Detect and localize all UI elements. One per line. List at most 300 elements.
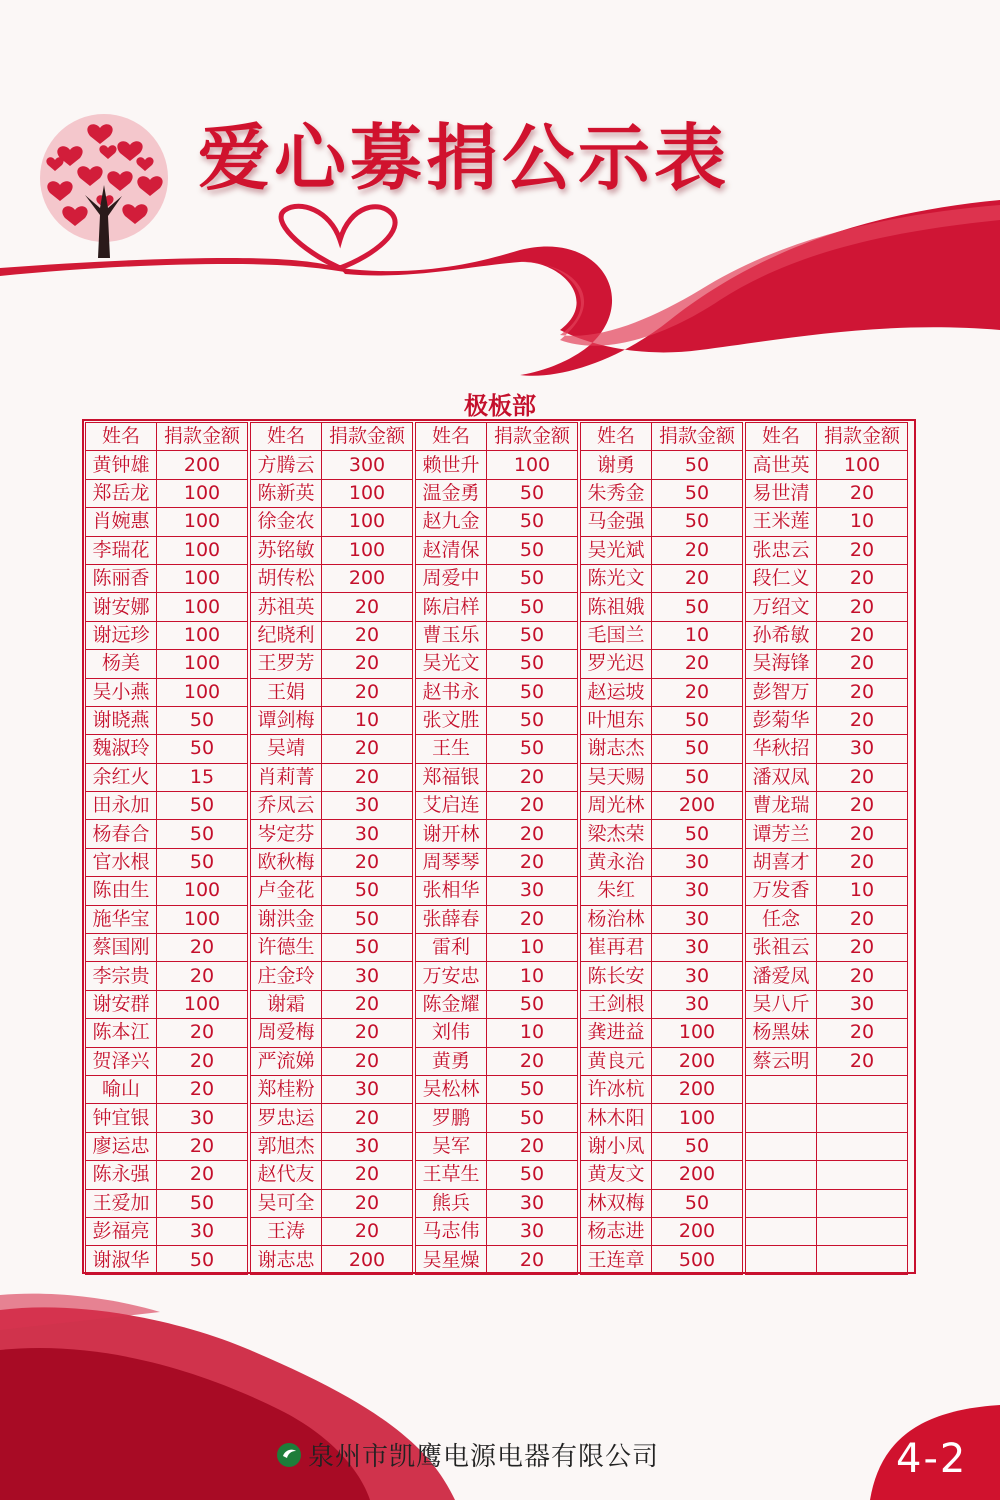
company-logo-icon (276, 1442, 302, 1468)
donation-amount: 50 (487, 593, 578, 621)
donor-name: 郑福银 (416, 763, 487, 791)
donor-name: 潘双凤 (746, 763, 817, 791)
donor-name: 毛国兰 (581, 621, 652, 649)
donor-name: 周爱中 (416, 564, 487, 592)
donation-amount: 50 (487, 990, 578, 1018)
table-row (251, 1075, 413, 1103)
header-name: 姓名 (416, 423, 487, 451)
donor-name: 庄金玲 (251, 962, 322, 990)
donation-amount: 30 (652, 962, 743, 990)
table-row (251, 792, 413, 820)
donor-name: 纪晓利 (251, 621, 322, 649)
table-row (581, 1132, 743, 1160)
header-name: 姓名 (746, 423, 817, 451)
donation-amount: 100 (322, 536, 413, 564)
table-row (86, 934, 248, 962)
donor-name: 彭智万 (746, 678, 817, 706)
donation-amount: 30 (157, 1104, 248, 1132)
donor-name: 曹龙瑞 (746, 792, 817, 820)
donor-name (746, 1189, 817, 1217)
donation-amount: 20 (322, 1161, 413, 1189)
donation-amount: 20 (817, 706, 908, 734)
table-row (581, 735, 743, 763)
donation-amount: 100 (652, 1104, 743, 1132)
donor-name: 陈长安 (581, 962, 652, 990)
donation-amount: 20 (322, 621, 413, 649)
donation-amount: 20 (817, 934, 908, 962)
donor-name: 任念 (746, 905, 817, 933)
donor-name: 蔡云明 (746, 1047, 817, 1075)
donation-amount: 50 (487, 678, 578, 706)
donor-name: 吴海锋 (746, 650, 817, 678)
donor-name: 万发香 (746, 877, 817, 905)
table-row (581, 706, 743, 734)
table-row (416, 678, 578, 706)
table-row (86, 820, 248, 848)
table-row (746, 1246, 908, 1274)
donation-amount: 100 (157, 479, 248, 507)
donor-name: 谢志杰 (581, 735, 652, 763)
donor-name: 谢晓燕 (86, 706, 157, 734)
donation-amount: 50 (157, 1189, 248, 1217)
table-row (416, 1075, 578, 1103)
donation-amount: 100 (157, 593, 248, 621)
table-row (416, 735, 578, 763)
donation-amount: 20 (322, 650, 413, 678)
page-number-badge (860, 1400, 1000, 1500)
donor-name: 林木阳 (581, 1104, 652, 1132)
donation-amount: 20 (817, 792, 908, 820)
table-row (251, 1246, 413, 1274)
table-row (746, 621, 908, 649)
donor-name: 王米莲 (746, 508, 817, 536)
donation-amount: 100 (157, 536, 248, 564)
table-row (746, 820, 908, 848)
donation-amount: 20 (487, 905, 578, 933)
donor-name: 周琴琴 (416, 848, 487, 876)
table-row (416, 593, 578, 621)
table-row (86, 990, 248, 1018)
donor-name: 黄良元 (581, 1047, 652, 1075)
header-amount: 捐款金额 (487, 423, 578, 451)
table-row (251, 905, 413, 933)
donation-amount: 100 (157, 905, 248, 933)
table-row (86, 706, 248, 734)
donation-amount: 100 (322, 508, 413, 536)
donor-name: 李宗贵 (86, 962, 157, 990)
donor-name: 赵代友 (251, 1161, 322, 1189)
donation-amount (817, 1104, 908, 1132)
donor-name: 高世英 (746, 451, 817, 479)
donation-amount: 20 (322, 593, 413, 621)
table-row (581, 990, 743, 1018)
table-row (251, 990, 413, 1018)
table-row (581, 962, 743, 990)
donation-amount: 30 (322, 792, 413, 820)
donor-name: 朱红 (581, 877, 652, 905)
donation-amount: 20 (817, 621, 908, 649)
donor-name: 杨美 (86, 650, 157, 678)
table-row (746, 792, 908, 820)
donation-amount: 100 (157, 678, 248, 706)
donation-amount: 20 (817, 962, 908, 990)
donor-name: 官水根 (86, 848, 157, 876)
table-row (251, 1161, 413, 1189)
donation-amount: 50 (652, 706, 743, 734)
donor-name: 苏铭敏 (251, 536, 322, 564)
donor-name: 曹玉乐 (416, 621, 487, 649)
donation-amount: 20 (322, 1189, 413, 1217)
donation-amount: 20 (652, 678, 743, 706)
donation-amount (817, 1246, 908, 1274)
donation-amount: 20 (652, 536, 743, 564)
donation-amount: 20 (487, 1047, 578, 1075)
donor-name: 乔凤云 (251, 792, 322, 820)
table-row (416, 1132, 578, 1160)
donation-amount: 20 (817, 763, 908, 791)
table-row (86, 536, 248, 564)
table-row (581, 848, 743, 876)
table-row (416, 820, 578, 848)
donation-amount: 30 (817, 735, 908, 763)
table-row (251, 650, 413, 678)
donor-name: 杨志进 (581, 1217, 652, 1245)
donation-amount: 20 (817, 678, 908, 706)
table-header-row (581, 423, 743, 451)
table-row (251, 508, 413, 536)
donation-amount: 20 (157, 1047, 248, 1075)
donation-amount: 20 (322, 735, 413, 763)
donor-name: 彭福亮 (86, 1217, 157, 1245)
table-row (416, 763, 578, 791)
donor-name: 施华宝 (86, 905, 157, 933)
donation-amount: 30 (487, 1217, 578, 1245)
donor-name: 温金勇 (416, 479, 487, 507)
donation-amount: 10 (652, 621, 743, 649)
table-row (416, 848, 578, 876)
donation-amount: 30 (652, 905, 743, 933)
donation-amount: 50 (157, 820, 248, 848)
donor-name: 郭旭杰 (251, 1132, 322, 1160)
table-row (746, 593, 908, 621)
table-row (251, 678, 413, 706)
table-row (746, 678, 908, 706)
table-row (86, 621, 248, 649)
table-row (251, 763, 413, 791)
table-row (746, 1047, 908, 1075)
donation-amount (817, 1189, 908, 1217)
table-row (416, 934, 578, 962)
table-row (416, 962, 578, 990)
donor-name: 许冰杭 (581, 1075, 652, 1103)
donor-name: 陈丽香 (86, 564, 157, 592)
donor-name: 吴松林 (416, 1075, 487, 1103)
table-row (581, 905, 743, 933)
donation-table-2 (250, 422, 413, 1275)
table-row (416, 1047, 578, 1075)
table-row (581, 678, 743, 706)
donor-name: 蔡国刚 (86, 934, 157, 962)
donation-amount: 20 (817, 479, 908, 507)
donation-amount: 50 (322, 905, 413, 933)
donation-amount: 50 (157, 735, 248, 763)
table-row (86, 848, 248, 876)
table-row (86, 564, 248, 592)
donor-name (746, 1161, 817, 1189)
donation-table-5 (745, 422, 908, 1275)
donation-amount (817, 1132, 908, 1160)
table-row (251, 877, 413, 905)
table-row (86, 1217, 248, 1245)
table-row (581, 1246, 743, 1274)
table-row (746, 877, 908, 905)
donor-name: 杨春合 (86, 820, 157, 848)
donation-amount: 30 (487, 1189, 578, 1217)
donation-amount: 50 (487, 1104, 578, 1132)
donation-amount: 100 (817, 451, 908, 479)
table-row (416, 905, 578, 933)
table-row (251, 820, 413, 848)
donation-amount: 50 (157, 792, 248, 820)
donation-amount: 20 (652, 564, 743, 592)
header-amount: 捐款金额 (322, 423, 413, 451)
donor-name: 严流娣 (251, 1047, 322, 1075)
table-row (86, 962, 248, 990)
donation-amount: 200 (652, 792, 743, 820)
donor-name: 余红火 (86, 763, 157, 791)
donation-table-1 (85, 422, 248, 1275)
donor-name: 黄钟雄 (86, 451, 157, 479)
donation-amount (817, 1161, 908, 1189)
donor-name: 陈由生 (86, 877, 157, 905)
table-row (746, 508, 908, 536)
donation-amount: 50 (652, 451, 743, 479)
table-row (416, 536, 578, 564)
donation-amount: 100 (157, 621, 248, 649)
donor-name: 王涛 (251, 1217, 322, 1245)
donor-name: 龚进益 (581, 1019, 652, 1047)
donor-name: 熊兵 (416, 1189, 487, 1217)
donor-name: 孙希敏 (746, 621, 817, 649)
table-row (251, 536, 413, 564)
table-row (416, 508, 578, 536)
table-row (86, 735, 248, 763)
donation-amount: 50 (652, 508, 743, 536)
table-row (86, 1075, 248, 1103)
donation-amount: 10 (487, 934, 578, 962)
donor-name: 黄友文 (581, 1161, 652, 1189)
donation-amount: 20 (322, 848, 413, 876)
donation-amount: 20 (157, 1019, 248, 1047)
donor-name: 谢小凤 (581, 1132, 652, 1160)
donor-name: 欧秋梅 (251, 848, 322, 876)
donor-name: 陈金耀 (416, 990, 487, 1018)
donor-name: 田永加 (86, 792, 157, 820)
donor-name: 吴军 (416, 1132, 487, 1160)
table-row (581, 593, 743, 621)
header-name: 姓名 (86, 423, 157, 451)
table-row (746, 1189, 908, 1217)
table-row (581, 1019, 743, 1047)
donor-name: 王罗芳 (251, 650, 322, 678)
donation-amount: 20 (487, 1132, 578, 1160)
donation-amount: 50 (487, 508, 578, 536)
table-row (416, 1161, 578, 1189)
table-row (581, 1104, 743, 1132)
table-row (251, 621, 413, 649)
donor-name: 雷利 (416, 934, 487, 962)
table-row (416, 1189, 578, 1217)
donor-name (746, 1217, 817, 1245)
table-row (416, 1104, 578, 1132)
donation-amount: 50 (487, 735, 578, 763)
table-row (581, 536, 743, 564)
table-header-row (746, 423, 908, 451)
table-row (746, 735, 908, 763)
donation-amount: 20 (487, 820, 578, 848)
table-row (581, 1161, 743, 1189)
table-row (251, 735, 413, 763)
table-row (416, 792, 578, 820)
donation-amount: 100 (157, 877, 248, 905)
donation-amount: 50 (487, 706, 578, 734)
table-row (251, 1047, 413, 1075)
table-row (746, 763, 908, 791)
donor-name: 段仁义 (746, 564, 817, 592)
donor-name: 谭芳兰 (746, 820, 817, 848)
donor-name: 肖莉菁 (251, 763, 322, 791)
donation-tables (85, 422, 908, 1275)
table-row (86, 1104, 248, 1132)
table-row (416, 990, 578, 1018)
donation-amount: 200 (652, 1075, 743, 1103)
donor-name: 张忠云 (746, 536, 817, 564)
table-row (746, 1019, 908, 1047)
donor-name: 胡喜才 (746, 848, 817, 876)
table-header-row (251, 423, 413, 451)
donation-amount: 100 (157, 564, 248, 592)
donor-name: 谭剑梅 (251, 706, 322, 734)
table-row (581, 1047, 743, 1075)
donation-amount: 20 (157, 962, 248, 990)
donor-name: 赵九金 (416, 508, 487, 536)
donation-amount: 30 (652, 990, 743, 1018)
donation-amount: 50 (487, 650, 578, 678)
donation-amount: 20 (322, 1104, 413, 1132)
table-row (746, 905, 908, 933)
donor-name: 王娟 (251, 678, 322, 706)
table-row (86, 1019, 248, 1047)
table-row (251, 1104, 413, 1132)
table-row (746, 1161, 908, 1189)
company-footer (276, 1436, 659, 1473)
table-row (746, 962, 908, 990)
department-label: 极板部 (464, 392, 536, 420)
donor-name: 方腾云 (251, 451, 322, 479)
table-row (251, 706, 413, 734)
donor-name (746, 1132, 817, 1160)
table-row (746, 1217, 908, 1245)
donation-amount: 15 (157, 763, 248, 791)
donor-name: 万绍文 (746, 593, 817, 621)
donation-amount: 50 (157, 848, 248, 876)
table-row (86, 1189, 248, 1217)
table-row (86, 479, 248, 507)
table-row (251, 451, 413, 479)
donation-table-3 (415, 422, 578, 1275)
donor-name: 喻山 (86, 1075, 157, 1103)
donation-amount (817, 1217, 908, 1245)
donation-amount: 20 (817, 564, 908, 592)
donor-name: 谢开林 (416, 820, 487, 848)
donation-amount: 10 (487, 962, 578, 990)
donation-amount: 100 (322, 479, 413, 507)
table-row (416, 479, 578, 507)
donation-amount: 20 (322, 678, 413, 706)
table-row (416, 650, 578, 678)
donation-amount: 10 (487, 1019, 578, 1047)
donor-name: 周光林 (581, 792, 652, 820)
donor-name: 杨治林 (581, 905, 652, 933)
donor-name: 周爱梅 (251, 1019, 322, 1047)
donation-amount: 50 (487, 536, 578, 564)
donation-amount: 50 (322, 877, 413, 905)
table-row (416, 1019, 578, 1047)
donor-name: 谢志忠 (251, 1246, 322, 1274)
donor-name: 梁杰荣 (581, 820, 652, 848)
donor-name: 吴天赐 (581, 763, 652, 791)
donor-name: 罗鹏 (416, 1104, 487, 1132)
table-row (251, 848, 413, 876)
table-row (581, 451, 743, 479)
donor-name: 陈启样 (416, 593, 487, 621)
donation-amount: 30 (817, 990, 908, 1018)
table-row (251, 593, 413, 621)
table-row (86, 650, 248, 678)
donation-amount: 50 (652, 735, 743, 763)
donor-name (746, 1246, 817, 1274)
donor-name: 吴小燕 (86, 678, 157, 706)
donor-name: 崔再君 (581, 934, 652, 962)
donor-name: 张相华 (416, 877, 487, 905)
table-row (581, 792, 743, 820)
donor-name: 马志伟 (416, 1217, 487, 1245)
donation-amount: 20 (487, 792, 578, 820)
table-row (746, 706, 908, 734)
donation-amount: 30 (322, 962, 413, 990)
donation-amount: 100 (487, 451, 578, 479)
donor-name: 魏淑玲 (86, 735, 157, 763)
header-name: 姓名 (581, 423, 652, 451)
table-row (86, 1047, 248, 1075)
donation-amount: 20 (817, 593, 908, 621)
donor-name: 叶旭东 (581, 706, 652, 734)
table-row (581, 1189, 743, 1217)
donation-amount: 20 (487, 848, 578, 876)
donation-amount: 500 (652, 1246, 743, 1274)
donation-amount: 30 (322, 1075, 413, 1103)
table-row (86, 593, 248, 621)
donation-amount: 20 (652, 650, 743, 678)
donation-amount: 20 (157, 1161, 248, 1189)
donor-name: 陈新英 (251, 479, 322, 507)
header-amount: 捐款金额 (817, 423, 908, 451)
table-row (86, 678, 248, 706)
donor-name: 张文胜 (416, 706, 487, 734)
donor-name: 杨黑妹 (746, 1019, 817, 1047)
donation-amount: 100 (652, 1019, 743, 1047)
table-row (416, 1217, 578, 1245)
